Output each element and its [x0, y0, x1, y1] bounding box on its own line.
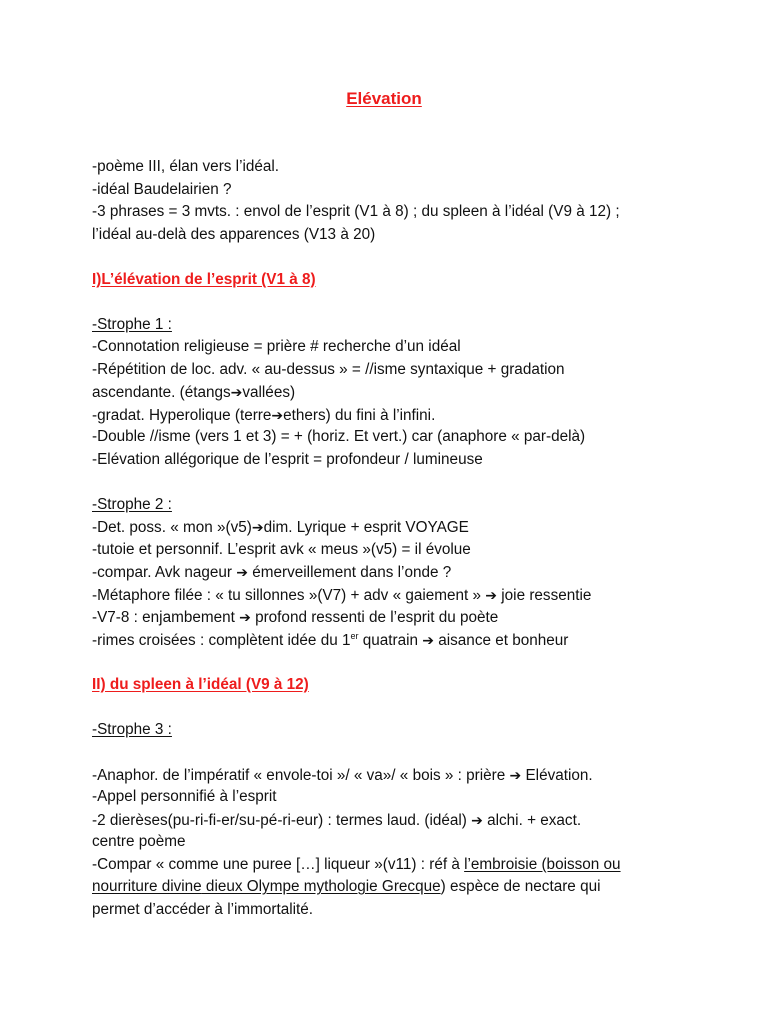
section-heading: II) du spleen à l’idéal (V9 à 12) [92, 675, 309, 693]
text-line: -Double //isme (vers 1 et 3) = + (horiz. Et vert.) car (anaphore « par-delà) [92, 428, 586, 445]
strophe-label: -Strophe 3 : [92, 720, 172, 738]
text-line: -compar. Avk nageur ➔ émerveillement dans l’onde ? [92, 564, 452, 581]
text-line: -2 dierèses(pu-ri-fi-er/su-pé-ri-eur) : termes laud. (idéal) ➔ alchi. + exact. [92, 811, 582, 829]
section-heading: I)L’élévation de l’esprit (V1 à 8) [92, 270, 316, 288]
document-title: Elévation [346, 89, 422, 108]
text-line: -Compar « comme une puree […] liqueur »(v11) : réf à l’embroisie (boisson ou [92, 855, 621, 873]
text-line: -Répétition de loc. adv. « au-dessus » = //isme syntaxique + gradation [92, 360, 565, 378]
text-line: -Appel personnifié à l’esprit [92, 788, 277, 805]
right-arrow-icon: ➔ [509, 766, 522, 783]
text-line: -Anaphor. de l’impératif « envole-toi »/ « va»/ « bois » : prière ➔ Elévation. [92, 766, 593, 784]
text-line: nourriture divine dieux Olympe mythologie Grecque) espèce de nectare qui [92, 878, 601, 895]
strophe-label: -Strophe 1 : [92, 315, 172, 333]
right-arrow-icon: ➔ [422, 631, 434, 648]
text-line: -Connotation religieuse = prière # recherche d’un idéal [92, 338, 461, 355]
right-arrow-icon: ➔ [230, 384, 243, 400]
right-arrow-icon: ➔ [251, 519, 264, 535]
text-line: -Det. poss. « mon »(v5)➔dim. Lyrique + esprit VOYAGE [92, 519, 469, 536]
intro-line: -3 phrases = 3 mvts. : envol de l’esprit (V1 à 8) ; du spleen à l’idéal (V9 à 12) ; [92, 203, 620, 220]
text-line: -Métaphore filée : « tu sillonnes »(V7) + adv « gaiement » ➔ joie ressentie [92, 586, 592, 604]
text-line: centre poème [92, 833, 186, 850]
intro-line: l’idéal au-delà des apparences (V13 à 20) [92, 225, 376, 243]
text-line: permet d’accéder à l’immortalité. [92, 900, 314, 918]
right-arrow-icon: ➔ [271, 406, 284, 423]
right-arrow-icon: ➔ [239, 609, 251, 625]
right-arrow-icon: ➔ [471, 811, 483, 828]
document-body [92, 156, 692, 921]
right-arrow-icon: ➔ [485, 586, 498, 603]
intro-line: -idéal Baudelairien ? [92, 180, 232, 198]
text-line: ascendante. (étangs➔vallées) [92, 384, 296, 401]
text-line: -rimes croisées : complètent idée du 1er quatrain ➔ aisance et bonheur [92, 630, 569, 649]
text-line: -V7-8 : enjambement ➔ profond ressenti de l’esprit du poète [92, 609, 499, 626]
text-line: -tutoie et personnif. L’esprit avk « meus »(v5) = il évolue [92, 540, 471, 558]
text-line: -gradat. Hyperolique (terre➔ethers) du fini à l’infini. [92, 406, 436, 424]
strophe-label: -Strophe 2 : [92, 495, 172, 513]
text-line: -Elévation allégorique de l’esprit = profondeur / lumineuse [92, 450, 483, 468]
right-arrow-icon: ➔ [236, 564, 249, 580]
intro-line: -poème III, élan vers l’idéal. [92, 158, 280, 175]
